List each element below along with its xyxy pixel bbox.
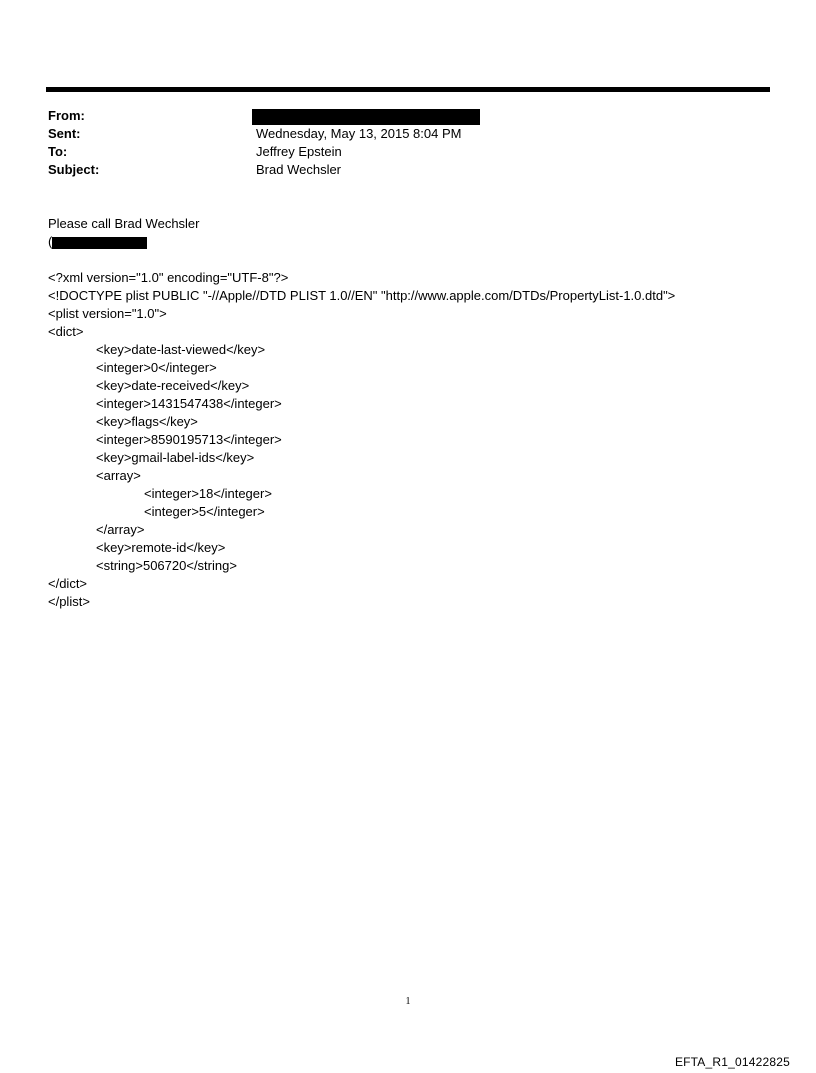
subject-label: Subject:	[48, 162, 100, 177]
message-body	[48, 215, 200, 251]
xml-line: <key>gmail-label-ids</key>	[96, 450, 255, 465]
phone-line	[48, 233, 200, 251]
xml-line: <plist version="1.0">	[48, 306, 167, 321]
from-row	[48, 107, 748, 125]
xml-line: <integer>1431547438</integer>	[96, 396, 282, 411]
header-divider	[46, 87, 770, 92]
phone-prefix: (	[48, 234, 53, 249]
document-id: EFTA_R1_01422825	[674, 1055, 790, 1069]
subject-value: Brad Wechsler	[256, 162, 342, 177]
xml-line: <integer>0</integer>	[96, 360, 217, 375]
sent-value: Wednesday, May 13, 2015 8:04 PM	[256, 126, 462, 141]
xml-line: <?xml version="1.0" encoding="UTF-8"?>	[48, 270, 289, 285]
xml-line: <integer>18</integer>	[144, 486, 272, 501]
xml-line: <string>506720</string>	[96, 558, 237, 573]
to-label: To:	[48, 144, 68, 159]
xml-line: <key>flags</key>	[96, 414, 198, 429]
subject-row	[48, 161, 748, 179]
xml-line: <integer>5</integer>	[144, 504, 265, 519]
redaction-block	[252, 109, 480, 125]
email-header	[48, 107, 748, 179]
xml-line: <key>date-last-viewed</key>	[96, 342, 266, 357]
xml-line: <key>remote-id</key>	[96, 540, 226, 555]
xml-line: </dict>	[48, 576, 88, 591]
sent-label: Sent:	[48, 126, 81, 141]
plist-xml	[48, 269, 675, 611]
xml-line: <!DOCTYPE plist PUBLIC "-//Apple//DTD PLIST 1.0//EN" "http://www.apple.com/DTDs/PropertyList-1.0.dtd">	[48, 288, 676, 303]
redaction-block	[52, 237, 147, 249]
xml-line: <array>	[96, 468, 141, 483]
xml-line: <integer>8590195713</integer>	[96, 432, 282, 447]
to-row	[48, 143, 748, 161]
page-number: 1	[405, 996, 411, 1007]
from-label: From:	[48, 108, 85, 123]
xml-line: <key>date-received</key>	[96, 378, 250, 393]
xml-line: <dict>	[48, 324, 84, 339]
sent-row	[48, 125, 748, 143]
message-text: Please call Brad Wechsler	[48, 216, 200, 231]
xml-line: </array>	[96, 522, 145, 537]
to-value: Jeffrey Epstein	[256, 144, 342, 159]
xml-line: </plist>	[48, 594, 90, 609]
